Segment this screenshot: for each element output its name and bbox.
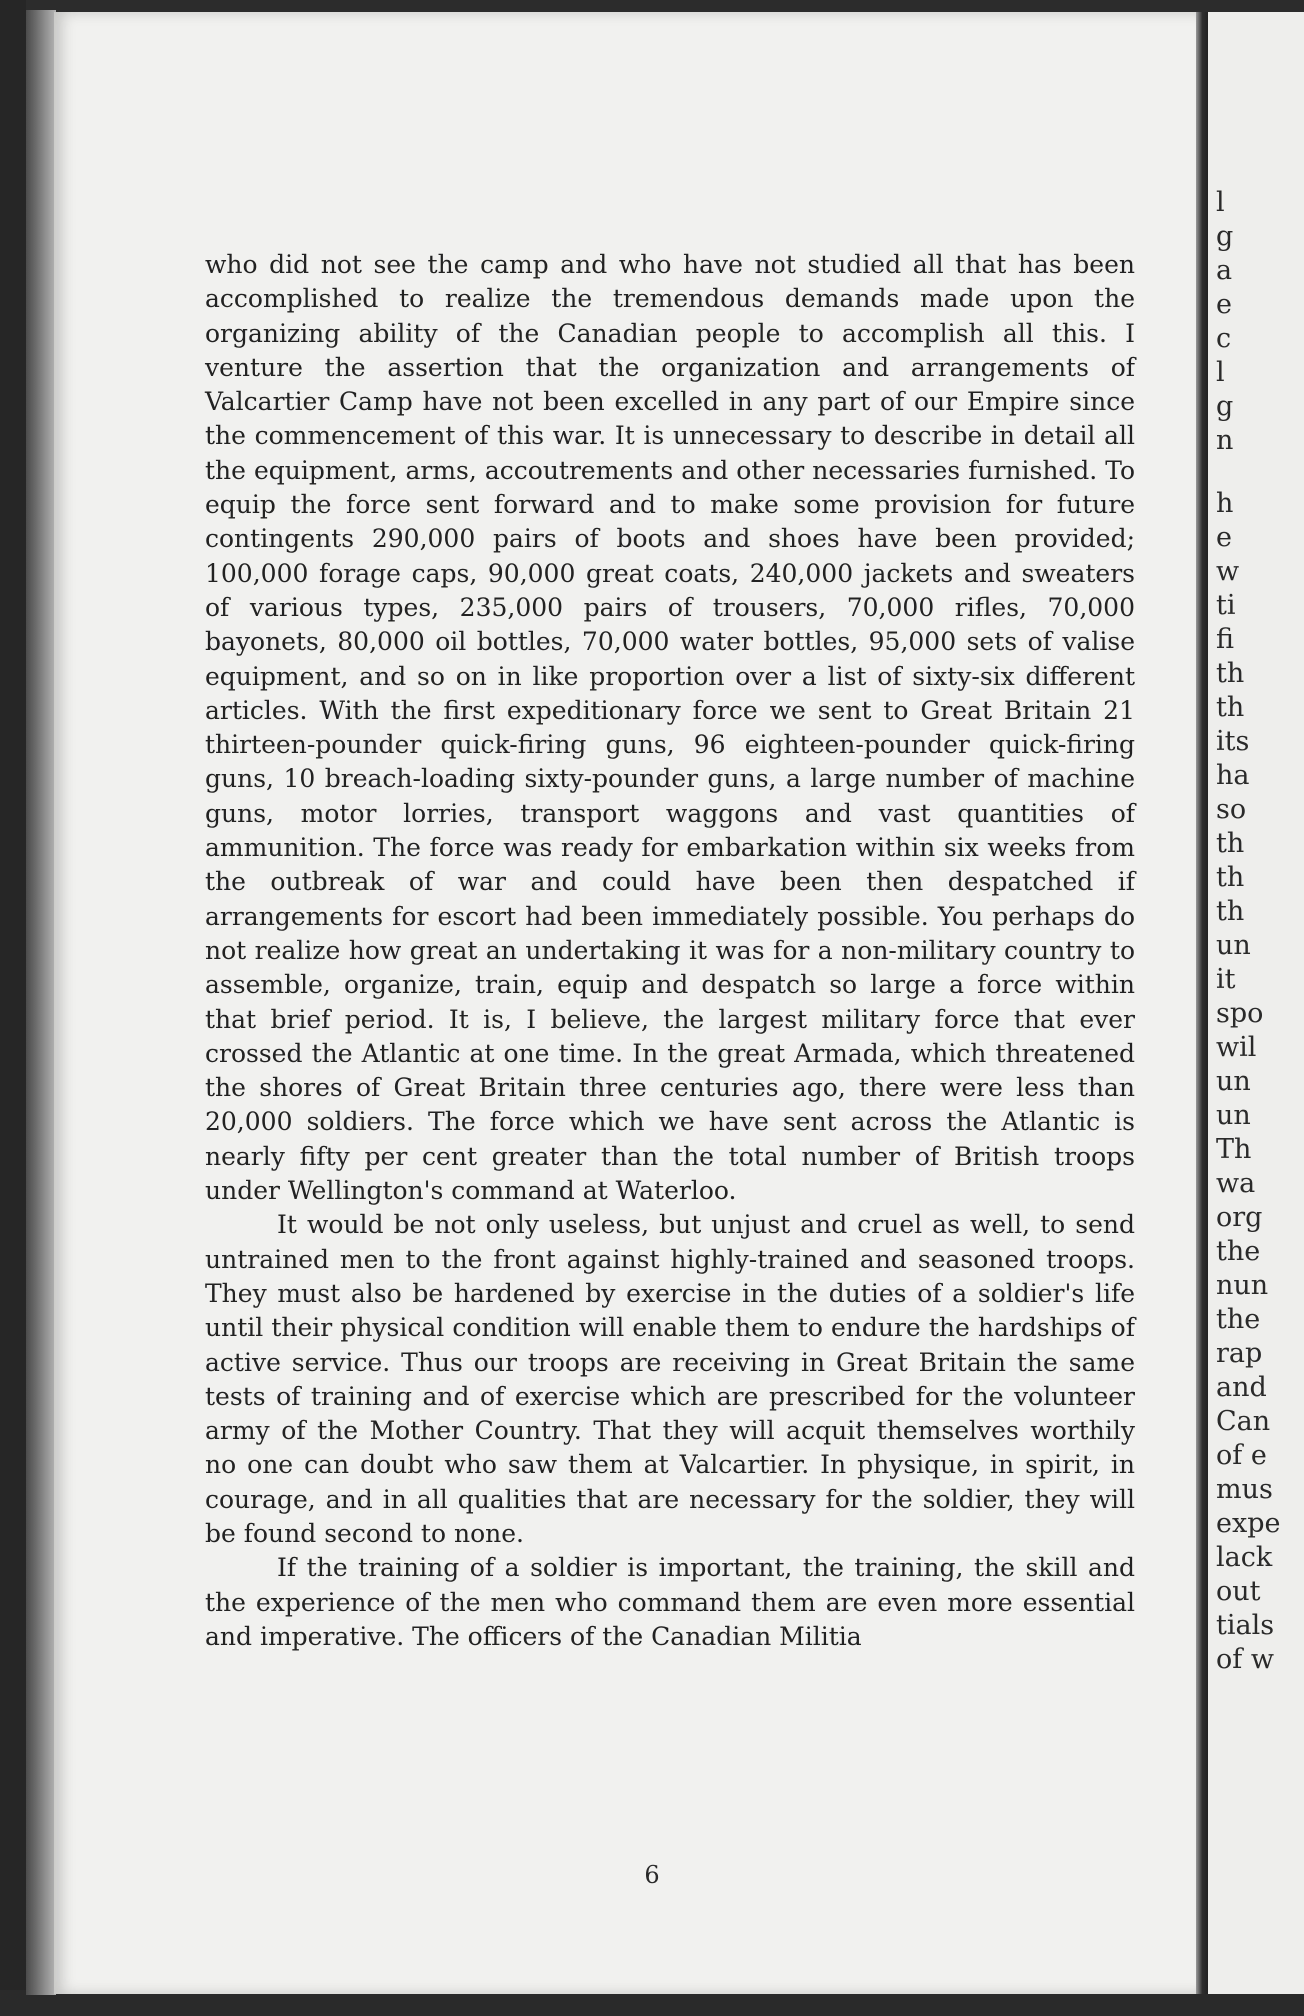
next-page-fragment: lack xyxy=(1216,1542,1273,1573)
next-page-fragment: the xyxy=(1216,1304,1261,1335)
next-page-edge xyxy=(1208,12,1304,1994)
next-page-fragment: tials xyxy=(1216,1610,1275,1641)
next-page-fragment: org xyxy=(1216,1202,1263,1233)
page-number: 6 xyxy=(644,1861,660,1889)
next-page-fragment: spo xyxy=(1216,998,1264,1029)
next-page-fragment: wa xyxy=(1216,1168,1256,1199)
next-page-fragment: th xyxy=(1216,658,1245,689)
next-page-fragment: g xyxy=(1216,221,1234,252)
next-page-fragment: h xyxy=(1216,488,1234,519)
next-page-fragment: its xyxy=(1216,726,1250,757)
next-page-fragment: out xyxy=(1216,1576,1261,1607)
next-page-fragment: rap xyxy=(1216,1338,1263,1369)
paragraph-2: It would be not only useless, but unjust and cruel as well, to send untrained men to the front against highly-trained and seasoned troops. They must also be hardened by exercise in the duties of a soldier's life until their physical condition will enable them to endure the hardships of active service. Thus our troops are receiving in Great Britain the same tests of training and of exercise which are prescribed for the volunteer army of the Mother Country. That they will acquit themselves worthily no one can doubt who saw them at Valcartier. In physique, in spirit, in courage, and in all qualities that are necessary for the soldier, they will be found second to none. xyxy=(205,1210,1135,1548)
next-page-fragment: it xyxy=(1216,964,1236,995)
next-page-fragment: wil xyxy=(1216,1032,1257,1063)
next-page-fragment: expe xyxy=(1216,1508,1281,1539)
next-page-fragment: l xyxy=(1216,357,1225,388)
next-page-fragment: a xyxy=(1216,255,1233,286)
next-page-fragment: Th xyxy=(1216,1134,1252,1165)
next-page-fragment: and xyxy=(1216,1372,1267,1403)
next-page-fragment: un xyxy=(1216,930,1251,961)
next-page-fragment: mus xyxy=(1216,1474,1273,1505)
next-page-fragment: e xyxy=(1216,289,1232,320)
next-page-fragment: th xyxy=(1216,692,1245,723)
next-page-fragment: g xyxy=(1216,391,1234,422)
next-page-fragment: n xyxy=(1216,425,1234,456)
next-page-fragment: ha xyxy=(1216,760,1250,791)
next-page-fragment: un xyxy=(1216,1100,1251,1131)
next-page-fragment: th xyxy=(1216,896,1245,927)
next-page-fragment: so xyxy=(1216,794,1247,825)
next-page-fragment: nun xyxy=(1216,1270,1269,1301)
page-body-text xyxy=(205,248,1135,1654)
scan-backdrop-left xyxy=(0,0,26,2016)
next-page-fragment: th xyxy=(1216,862,1245,893)
paragraph-3: If the training of a soldier is important, the training, the skill and the experience of the men who command them are even more essential and imperative. The officers of the Canadian Militia xyxy=(205,1553,1135,1651)
next-page-fragment: of w xyxy=(1216,1644,1274,1675)
next-page-fragment: of e xyxy=(1216,1440,1267,1471)
next-page-fragment: the xyxy=(1216,1236,1261,1267)
next-page-fragment: th xyxy=(1216,828,1245,859)
next-page-fragment: un xyxy=(1216,1066,1251,1097)
next-page-fragment: l xyxy=(1216,187,1225,218)
next-page-fragment: c xyxy=(1216,323,1232,354)
book-binding xyxy=(26,10,56,1995)
next-page-fragment: w xyxy=(1216,556,1240,587)
next-page-fragment: fi xyxy=(1216,624,1235,655)
next-page-fragment: ti xyxy=(1216,590,1236,621)
next-page-fragment: Can xyxy=(1216,1406,1271,1437)
next-page-fragment: e xyxy=(1216,522,1232,553)
paragraph-1: who did not see the camp and who have not studied all that has been accomplished to realize the tremendous demands made upon the organizing ability of the Canadian people to accomplish all this. I venture the assertion that the organization and arrangements of Valcartier Camp have not been excelled in any part of our Empire since the commencement of this war. It is unnecessary to describe in detail all the equipment, arms, accoutrements and other necessaries furnished. To equip the force sent forward and to make some provision for future contingents 290,000 pairs of boots and shoes have been provided; 100,000 forage caps, 90,000 great coats, 240,000 jackets and sweaters of various types, 235,000 pairs of trousers, 70,000 rifles, 70,000 bayonets, 80,000 oil bottles, 70,000 water bottles, 95,000 sets of valise equipment, and so on in like proportion over a list of sixty-six different articles. With the first expeditionary force we sent to Great Britain 21 thirteen-pounder quick-firing guns, 96 eighteen-pounder quick-firing guns, 10 breach-loading sixty-pounder guns, a large number of machine guns, motor lorries, transport waggons and vast quantities of ammunition. The force was ready for embarkation within six weeks from the outbreak of war and could have been then despatched if arrangements for escort had been immediately possible. You perhaps do not realize how great an undertaking it was for a non-military country to assemble, organize, train, equip and despatch so large a force within that brief period. It is, I believe, the largest military force that ever crossed the Atlantic at one time. In the great Armada, which threatened the shores of Great Britain three centuries ago, there were less than 20,000 soldiers. The force which we have sent across the Atlantic is nearly fifty per cent greater than the total number of British troops under Wellington's command at Waterloo. xyxy=(205,250,1135,1206)
